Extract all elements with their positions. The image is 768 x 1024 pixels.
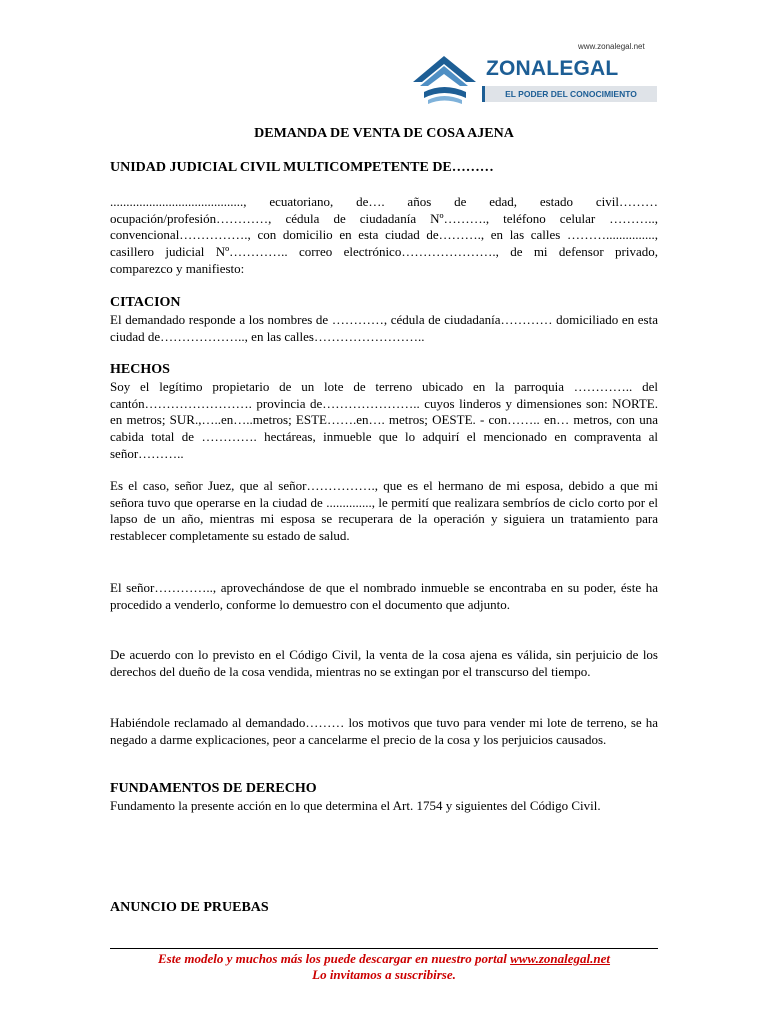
intro-paragraph: ........................................., ecuatoriano, de…. años de edad, estado civil……… ocupación/profesión…………, cédula de ciudadanía Nº………., teléfono celular ……….., convencional……………., con domicilio en esta ciudad de………., en las calles ………..............., casillero judicial Nº………….. correo electrónico…………………., de mi defensor privado, comparezco y manifiesto: xyxy=(110,194,658,276)
document-title: DEMANDA DE VENTA DE COSA AJENA xyxy=(254,126,514,141)
pruebas-heading: ANUNCIO DE PRUEBAS xyxy=(110,900,269,915)
court-heading: UNIDAD JUDICIAL CIVIL MULTICOMPETENTE DE……… xyxy=(110,160,494,175)
hechos-heading: HECHOS xyxy=(110,362,170,377)
hechos-paragraph-1: Soy el legítimo propietario de un lote de terreno ubicado en la parroquia ………….. del cantón……………………. provincia de………………….. cuyos linderos y dimensiones son: NORTE. en metros; SUR.,…..en…..metros; ESTE…….en…. metros; OESTE. - con…….. en… metros, con una cabida total de …………. hectáreas, inmueble que lo adquirí el mencionado en compraventa al señor……….. xyxy=(110,379,658,461)
footer-line-2: Lo invitamos a suscribirse. xyxy=(312,967,456,982)
footer-line-1 xyxy=(110,951,658,967)
hechos-paragraph-2: Es el caso, señor Juez, que al señor……………., que es el hermano de mi esposa, debido a que mi señora tuvo que operarse en la ciudad de .............., le permití que realizara sembríos de ciclo corto por el lapso de un año, mientras mi esposa se recuperara de la operación y siguiera un tratamiento para restablecer completamente su estado de salud. xyxy=(110,478,658,544)
footer-portal-link[interactable]: www.zonalegal.net xyxy=(510,951,611,966)
logo-brand: ZONALEGAL xyxy=(486,57,619,80)
logo-url: www.zonalegal.net xyxy=(578,42,645,51)
zonalegal-logo xyxy=(410,42,660,114)
citacion-heading: CITACION xyxy=(110,295,181,310)
logo-house-icon xyxy=(410,52,480,112)
hechos-paragraph-3: El señor………….., aprovechándose de que el nombrado inmueble se encontraba en su poder, éste ha procedido a venderlo, conforme lo demuestro con el documento que adjunto. xyxy=(110,580,658,612)
fundamentos-text: Fundamento la presente acción en lo que determina el Art. 1754 y siguientes del Código Civil. xyxy=(110,798,601,813)
footer xyxy=(110,951,658,983)
citacion-text: El demandado responde a los nombres de …………, cédula de ciudadanía………… domiciliado en esta ciudad de……………….., en las calles…………………….. xyxy=(110,312,658,344)
footer-text: Este modelo y muchos más los puede descargar en nuestro portal xyxy=(157,951,511,966)
logo-tagline: EL PODER DEL CONOCIMIENTO xyxy=(482,86,657,102)
hechos-paragraph-4: De acuerdo con lo previsto en el Código Civil, la venta de la cosa ajena es válida, sin perjuicio de los derechos del dueño de la cosa vendida, mientras no se extingan por el transcurso del tiempo. xyxy=(110,647,658,679)
footer-divider xyxy=(110,948,658,949)
fundamentos-heading: FUNDAMENTOS DE DERECHO xyxy=(110,781,317,796)
hechos-paragraph-5: Habiéndole reclamado al demandado……… los motivos que tuvo para vender mi lote de terreno, se ha negado a darme explicaciones, peor a cancelarme el precio de la cosa y los perjuicios causados. xyxy=(110,715,658,747)
